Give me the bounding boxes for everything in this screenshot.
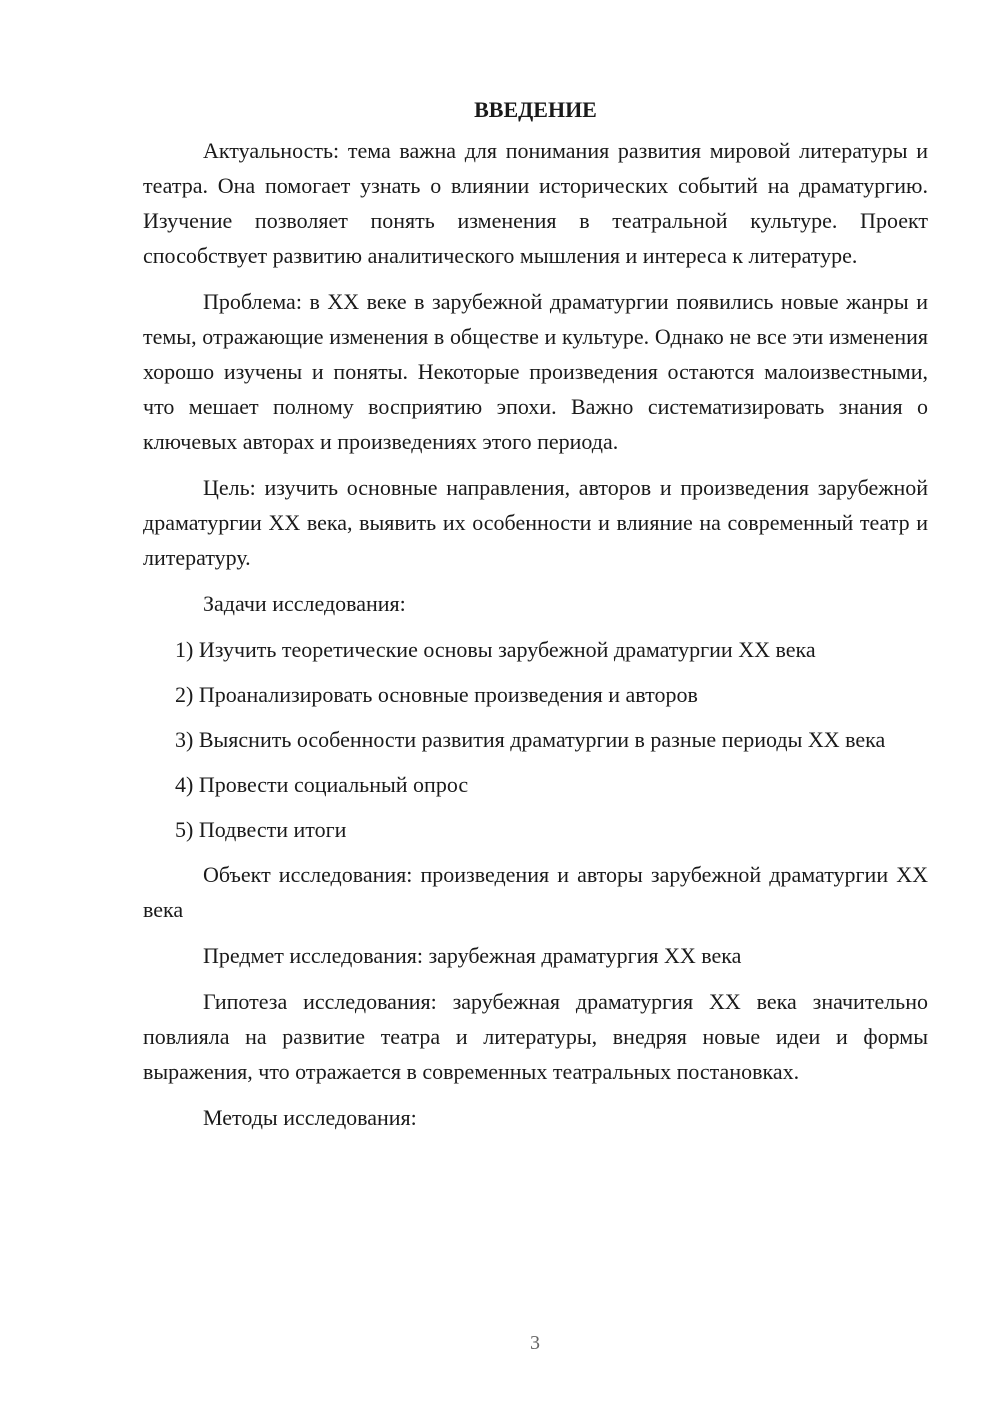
document-page bbox=[143, 92, 928, 1135]
task-item-4: 4) Провести социальный опрос bbox=[175, 772, 469, 797]
hypothesis-paragraph: Гипотеза исследования: зарубежная драматургия XX века значительно повлияла на развитие театра и литературы, внедряя новые идеи и формы выражения, что отражается в современных театральных постановках. bbox=[143, 989, 928, 1084]
task-item-2: 2) Проанализировать основные произведения и авторов bbox=[175, 682, 698, 707]
object-paragraph: Объект исследования: произведения и авторы зарубежной драматургии XX века bbox=[143, 862, 928, 922]
task-item-5: 5) Подвести итоги bbox=[175, 817, 347, 842]
goal-paragraph: Цель: изучить основные направления, авторов и произведения зарубежной драматургии XX века, выявить их особенности и влияние на современный театр и литературу. bbox=[143, 475, 928, 570]
tasks-heading: Задачи исследования: bbox=[203, 591, 406, 616]
methods-heading: Методы исследования: bbox=[203, 1105, 417, 1130]
section-title: ВВЕДЕНИЕ bbox=[474, 97, 597, 122]
page-number: 3 bbox=[530, 1332, 540, 1354]
subject-paragraph: Предмет исследования: зарубежная драматургия XX века bbox=[203, 943, 742, 968]
relevance-paragraph: Актуальность: тема важна для понимания развития мировой литературы и театра. Она помогает узнать о влиянии исторических событий на драматургию. Изучение позволяет понять изменения в театральной культуре. Проект способствует развитию аналитического мышления и интереса к литературе. bbox=[143, 138, 928, 268]
task-item-1: 1) Изучить теоретические основы зарубежной драматургии XX века bbox=[175, 637, 816, 662]
problem-paragraph: Проблема: в XX веке в зарубежной драматургии появились новые жанры и темы, отражающие изменения в обществе и культуре. Однако не все эти изменения хорошо изучены и поняты. Некоторые произведения остаются малоизвестными, что мешает полному восприятию эпохи. Важно систематизировать знания о ключевых авторах и произведениях этого периода. bbox=[143, 289, 928, 454]
task-item-3: 3) Выяснить особенности развития драматургии в разные периоды XX века bbox=[175, 727, 886, 752]
